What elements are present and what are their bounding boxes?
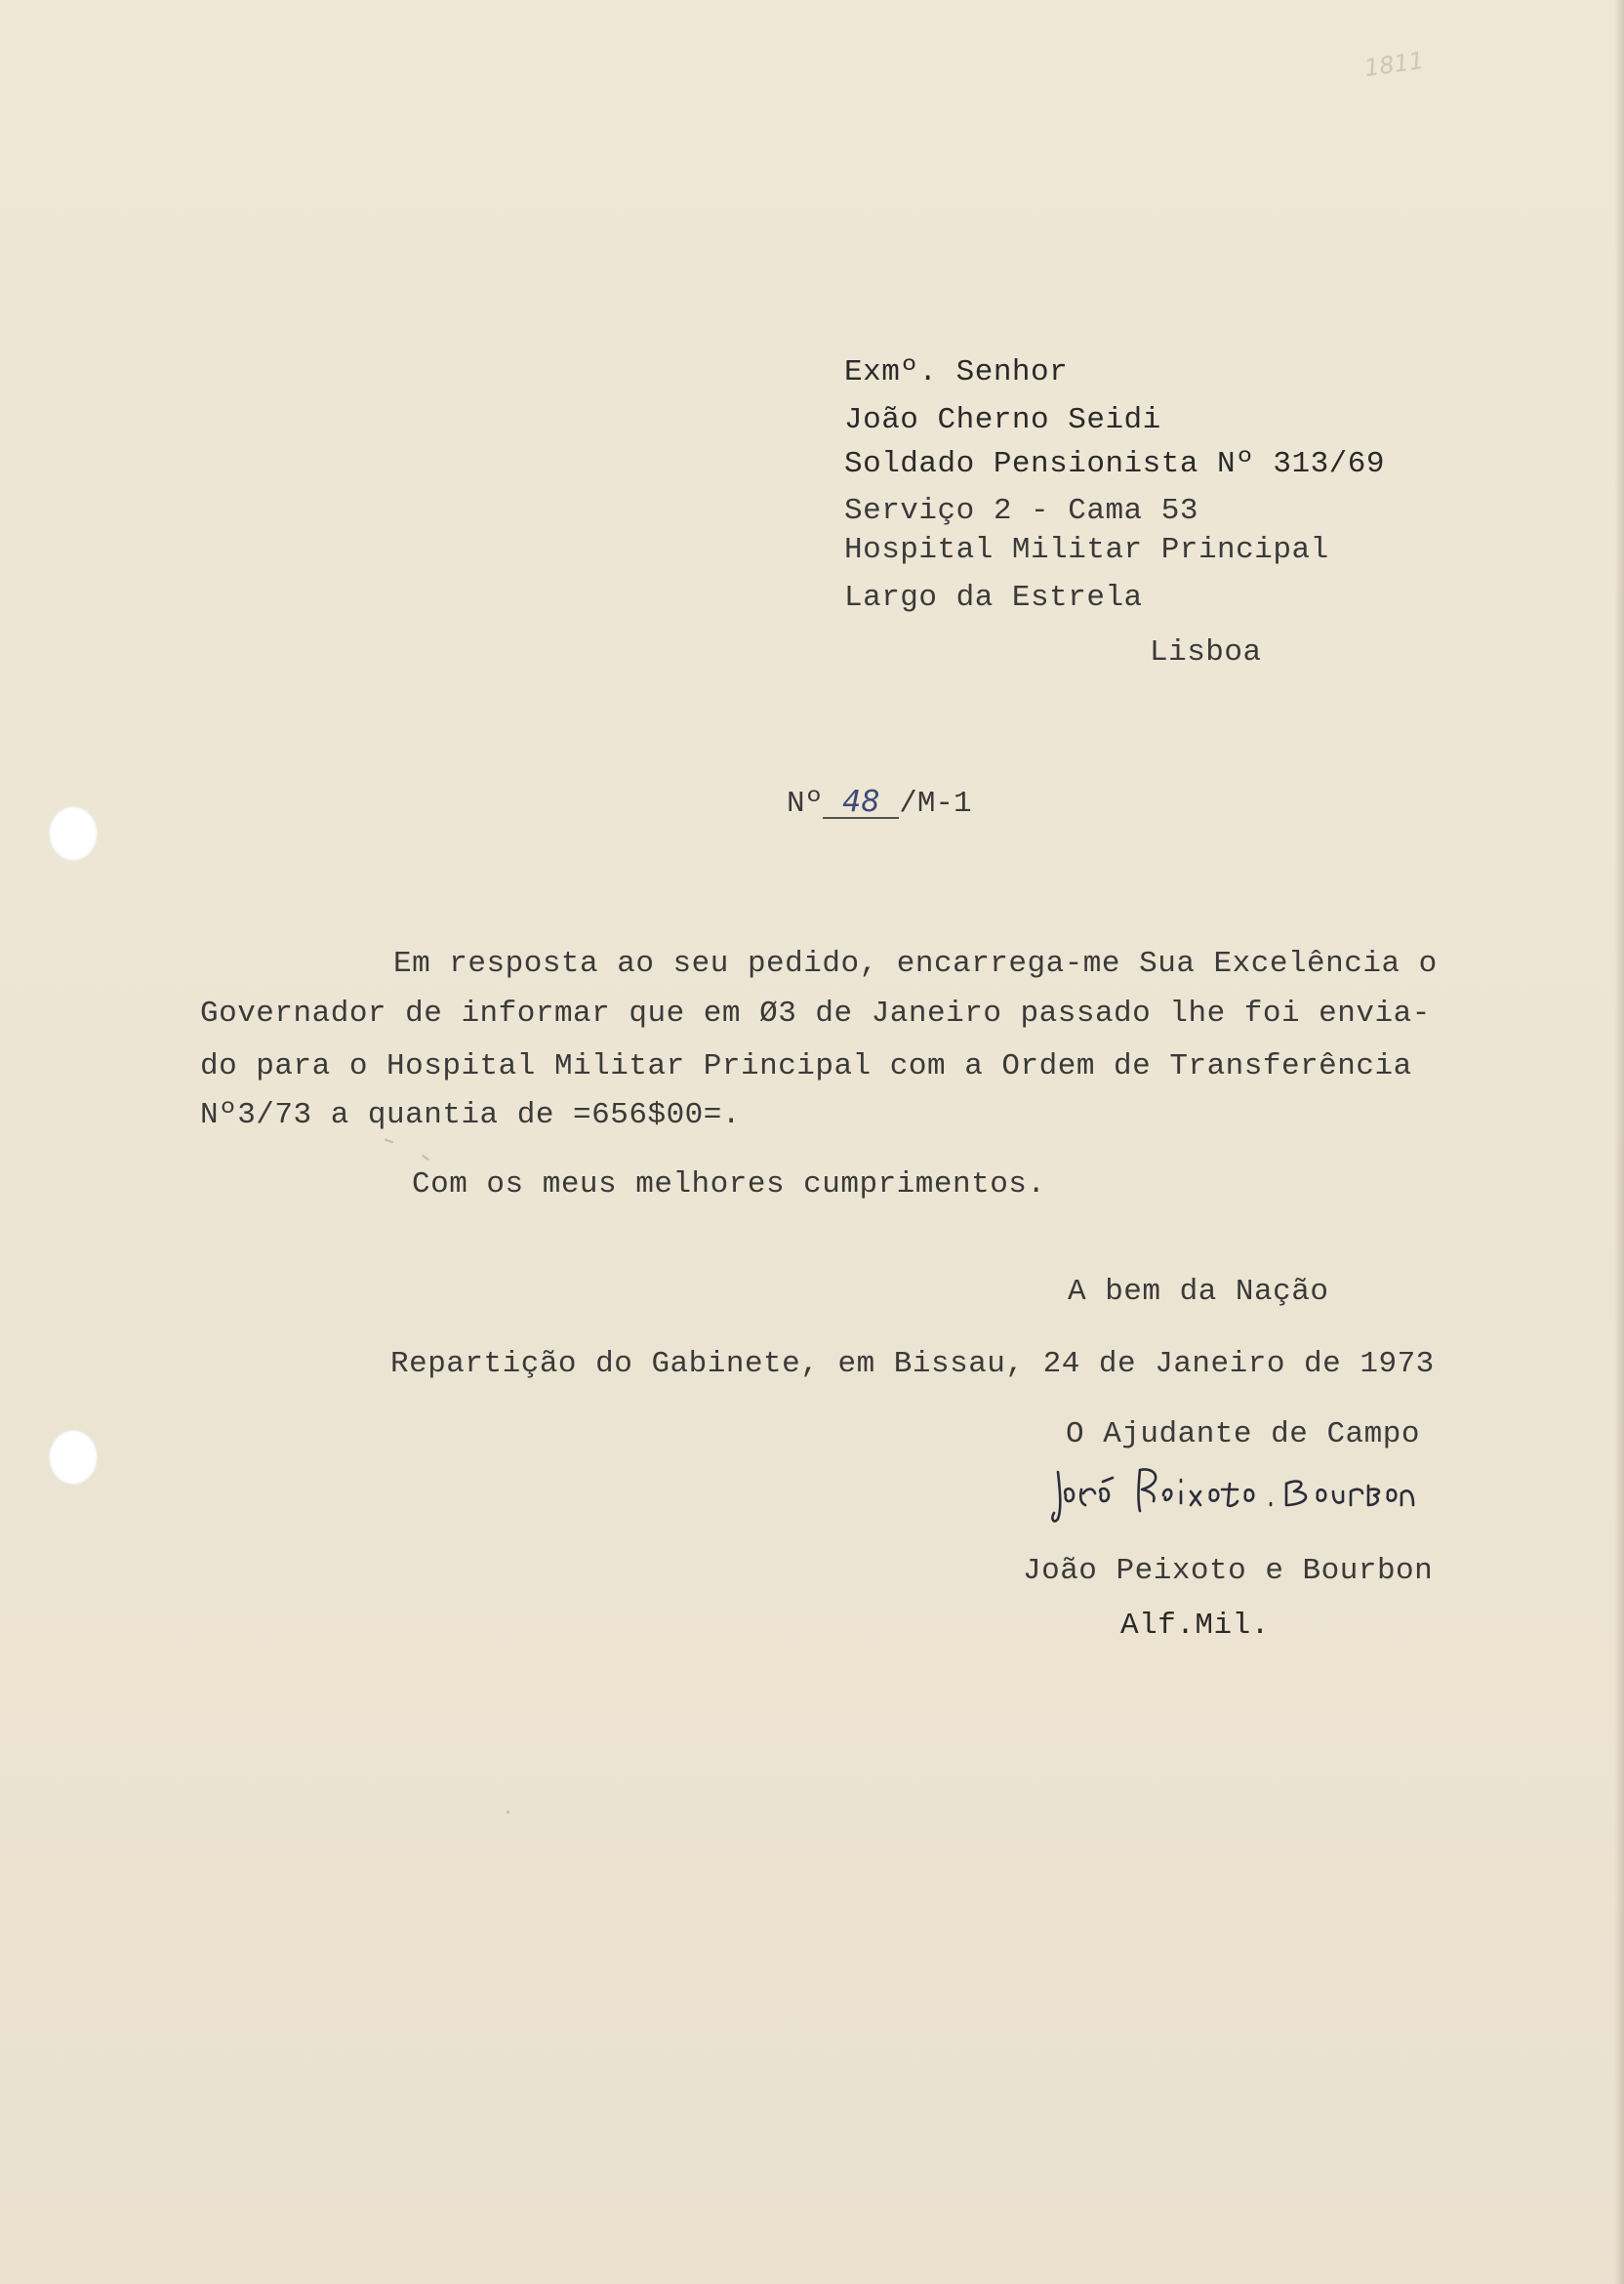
body-line-2: Governador de informar que em Ø3 de Janeiro passado lhe foi envia- (200, 997, 1431, 1031)
reference-prefix: Nº (787, 787, 824, 821)
reference-handwritten-number: 48 (823, 788, 899, 819)
footer-place-date: Repartição do Gabinete, em Bissau, 24 de Janeiro de 1973 (390, 1347, 1435, 1381)
address-city: Lisboa (1150, 635, 1262, 670)
signer-rank: Alf.Mil. (1120, 1609, 1270, 1643)
address-rank: Soldado Pensionista Nº 313/69 (844, 447, 1385, 481)
footer-role: O Ajudante de Campo (1066, 1417, 1420, 1451)
address-service: Serviço 2 - Cama 53 (844, 494, 1198, 528)
reference-suffix: /M-1 (899, 787, 972, 821)
signer-name: João Peixoto e Bourbon (1023, 1554, 1434, 1588)
margin-pencil-mark: 1811 (1362, 46, 1426, 83)
signature-text (0, 0, 1, 1)
paper-speck (422, 1155, 429, 1161)
punch-hole-bottom (49, 1430, 98, 1485)
address-street: Largo da Estrela (844, 581, 1143, 615)
handwritten-signature (1044, 1454, 1415, 1532)
body-closing: Com os meus melhores cumprimentos. (412, 1167, 1046, 1202)
paper-speck (507, 1811, 509, 1814)
address-salutation: Exmº. Senhor (844, 355, 1069, 389)
body-line-3: do para o Hospital Militar Principal com a Ordem de Transferência (200, 1049, 1412, 1083)
footer-motto: A bem da Nação (1068, 1275, 1329, 1309)
punch-hole-top (49, 806, 98, 861)
address-hospital: Hospital Militar Principal (844, 533, 1329, 567)
reference-number (787, 787, 972, 821)
body-line-1: Em resposta ao seu pedido, encarrega-me Sua Excelência o (393, 947, 1438, 981)
body-line-4: Nº3/73 a quantia de =656$00=. (200, 1098, 741, 1132)
paper-speck (385, 1139, 393, 1144)
address-name: João Cherno Seidi (844, 403, 1161, 437)
